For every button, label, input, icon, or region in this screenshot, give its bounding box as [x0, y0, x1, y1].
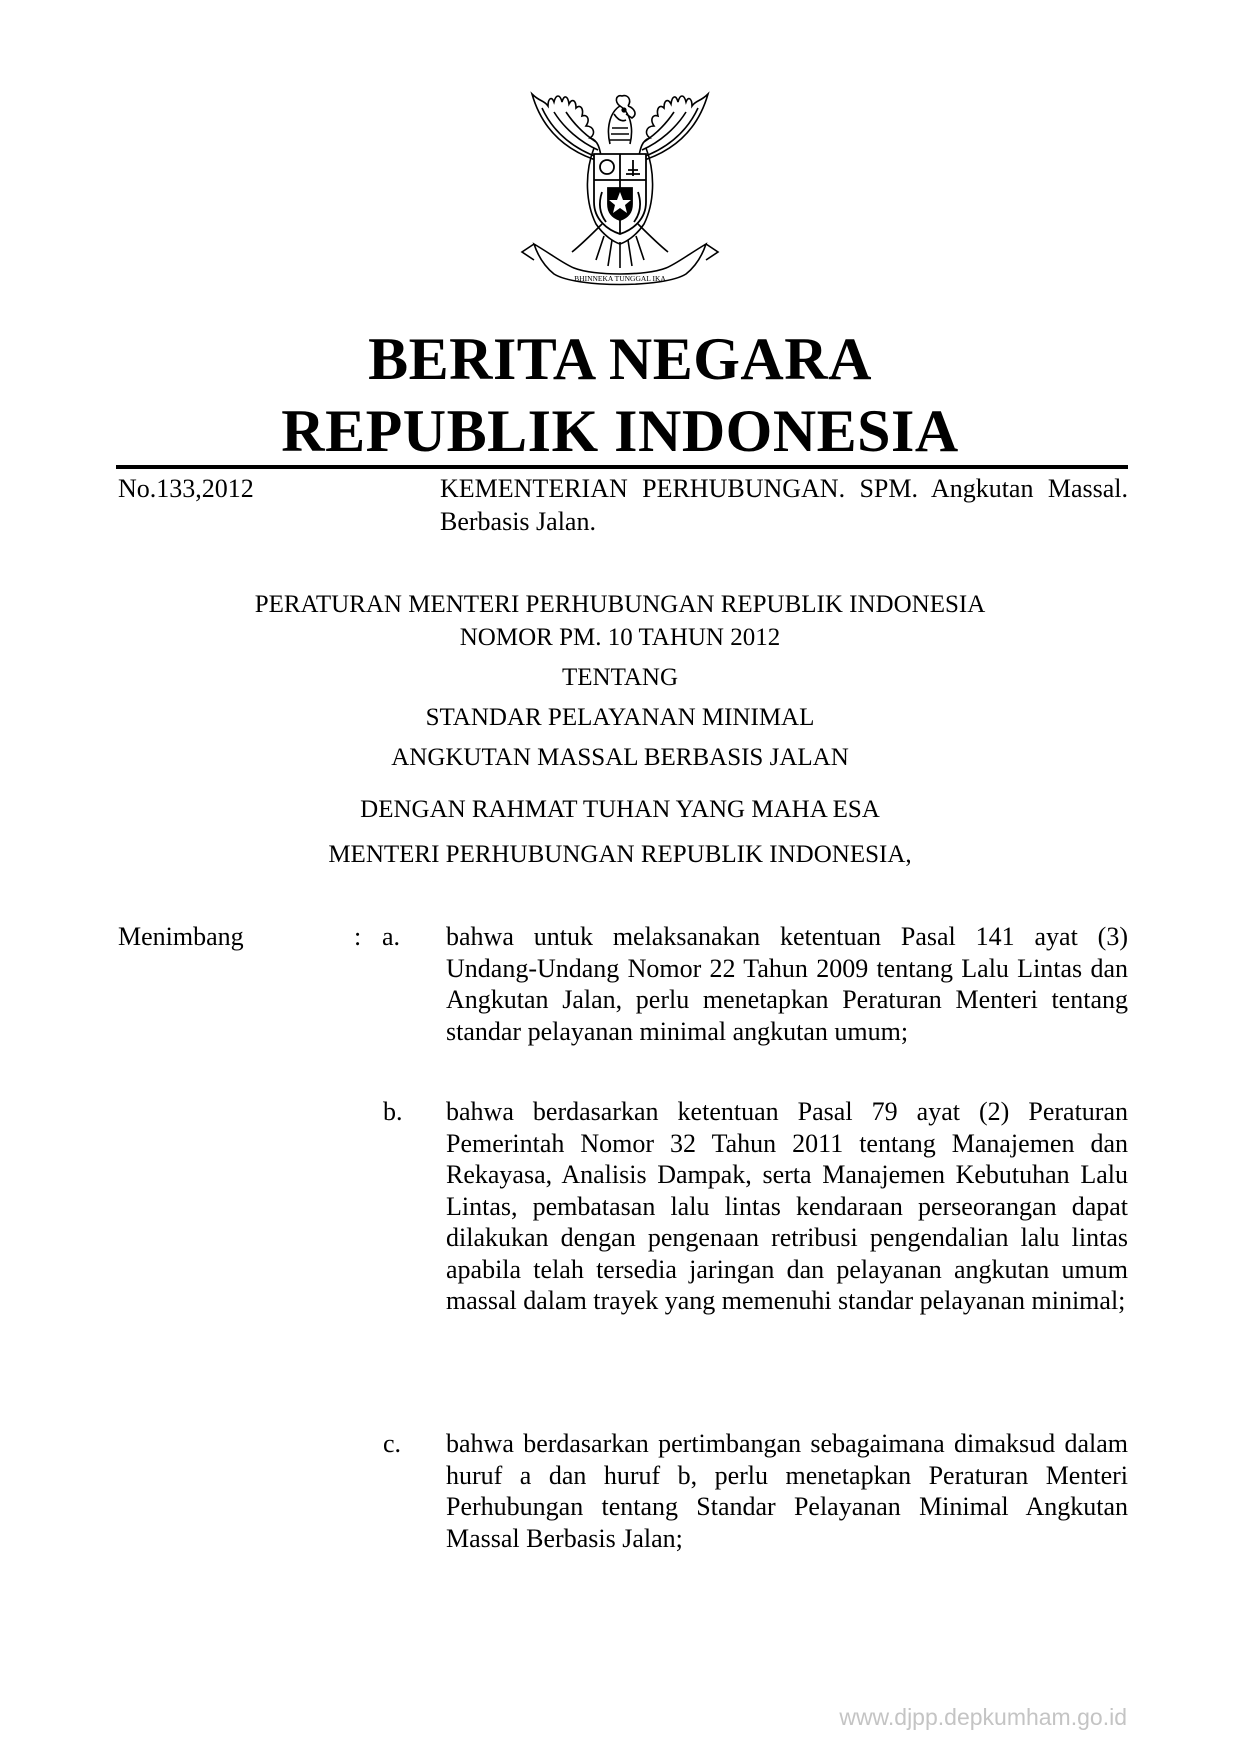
emblem-motto: BHINNEKA TUNGGAL IKA [574, 274, 666, 283]
regulation-number: NOMOR PM. 10 TAHUN 2012 [459, 624, 781, 651]
item-letter-b: b. [383, 1097, 403, 1126]
gazette-number: No.133,2012 [118, 474, 254, 503]
masthead-title: BERITA NEGARA [368, 326, 872, 392]
regulation-title: PERATURAN MENTERI PERHUBUNGAN REPUBLIK INDONESIA [254, 591, 986, 618]
source-watermark: www.djpp.depkumham.go.id [839, 1704, 1127, 1730]
item-letter-a: a. [382, 922, 401, 951]
garuda-emblem-icon [514, 84, 726, 304]
regulation-subject-line2: ANGKUTAN MASSAL BERBASIS JALAN [391, 744, 849, 771]
masthead-divider [116, 465, 1128, 469]
preamble-invocation: DENGAN RAHMAT TUHAN YANG MAHA ESA [360, 796, 880, 823]
preamble-minister: MENTERI PERHUBUNGAN REPUBLIK INDONESIA, [328, 841, 912, 868]
consideration-item-a: bahwa untuk melaksanakan ketentuan Pasal 141 ayat (3) Undang-Undang Nomor 22 Tahun 2009 tentang Lalu Lintas dan Angkutan Jalan, perlu menetapkan Peraturan Menteri tentang standar pelayanan minimal angkutan umum; [446, 922, 1128, 1046]
considering-colon: : [354, 922, 362, 951]
gazette-description: KEMENTERIAN PERHUBUNGAN. SPM. Angkutan Massal. Berbasis Jalan. [440, 474, 1128, 536]
consideration-item-b: bahwa berdasarkan ketentuan Pasal 79 ayat (2) Peraturan Pemerintah Nomor 32 Tahun 2011 tentang Manajemen dan Rekayasa, Analisis Dampak, serta Manajemen Kebutuhan Lalu Lintas, pembatasan lalu lintas kendaraan perseorangan dapat dilakukan dengan pengenaan retribusi pengendalian lalu lintas apabila telah tersedia jaringan dan pelayanan angkutan umum massal dalam trayek yang memenuhi standar pelayanan minimal; [446, 1097, 1128, 1315]
considering-label: Menimbang [118, 922, 244, 951]
masthead-subtitle: REPUBLIK INDONESIA [281, 398, 959, 464]
regulation-subject-line1: STANDAR PELAYANAN MINIMAL [425, 704, 815, 731]
consideration-item-c: bahwa berdasarkan pertimbangan sebagaimana dimaksud dalam huruf a dan huruf b, perlu menetapkan Peraturan Menteri Perhubungan tentang Standar Pelayanan Minimal Angkutan Massal Berbasis Jalan; [446, 1429, 1128, 1553]
item-letter-c: c. [383, 1429, 402, 1458]
regulation-about: TENTANG [561, 664, 679, 691]
